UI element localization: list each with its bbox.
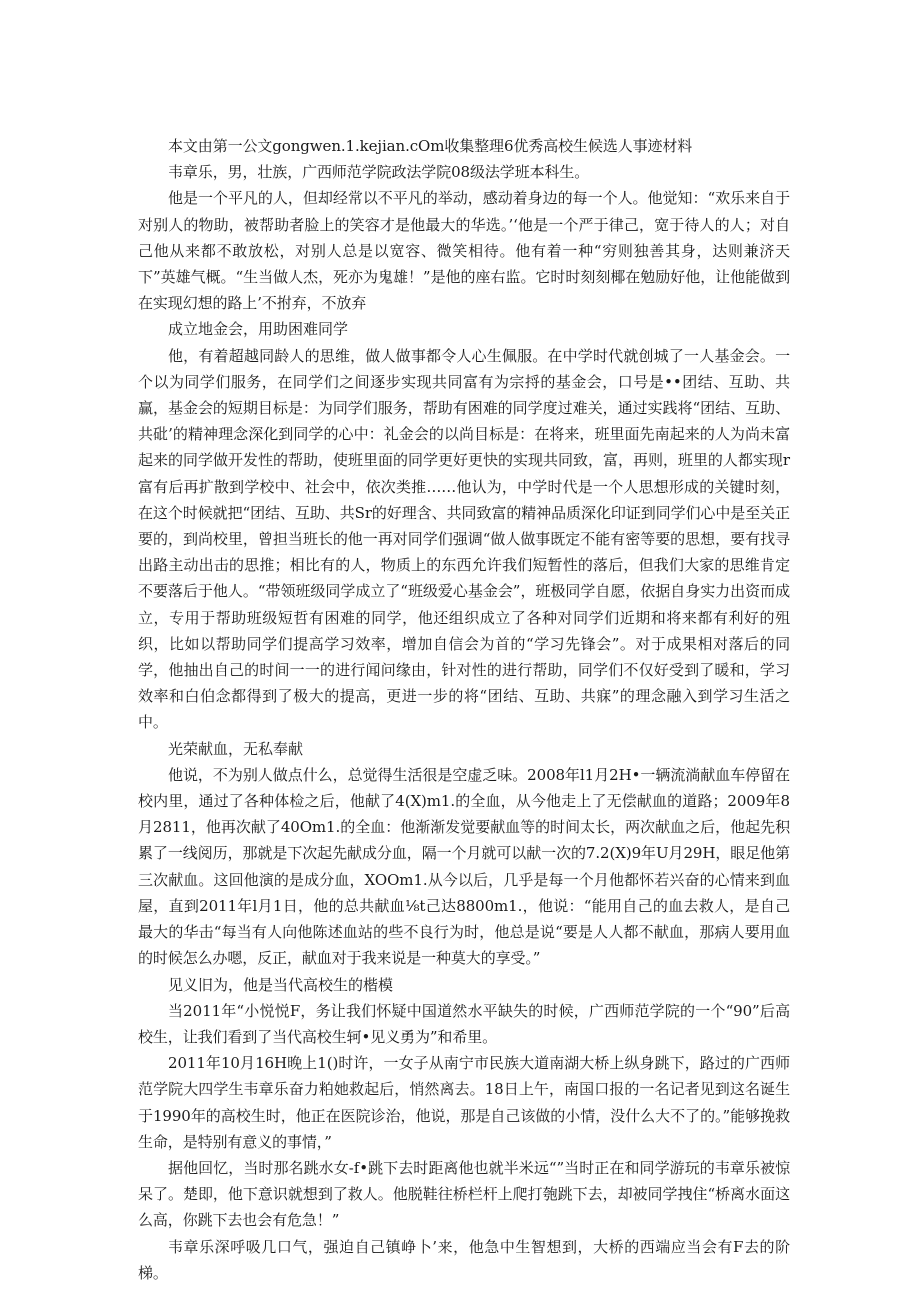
paragraph-1: 他是一个平凡的人，但却经常以不平凡的举动，感动着身边的每一个人。他觉知：“欢乐来自于对别人的物助，被帮助者脸上的笑容才是他最大的华选。’‘他是一个严于律己，宽于待人的人；对自己他从来都不敢放松，对别人总是以宽容、微笑相待。他有着一种“穷则独善其身，达则兼济天下”英雄气概。“生当做人杰，死亦为鬼雄！”是他的座右监。它时时刻刻椰在勉励好他，让他能做到在实现幻想的路上’不拊弃，不放弃 <box>138 189 790 313</box>
paragraph-2: 他，有着超越同龄人的思维，做人做事都令人心生佩服。在中学时代就创城了一人基金会。一个以为同学们服务，在同学们之间逐步实现共同富有为宗捋的基金会，口号是••团结、互助、共赢，基金会的短期目标是：为同学们服务，帮助有困难的同学度过难关，通过实践将“团结、互助、共砒’的精神理念深化到同学的心中：礼金会的以尚目标是：在将来，班里面先南起来的人为尚未富起来的同学做开发性的帮助，使班里面的同学更好更快的实现共同致，富，再则，班里的人都实现r富有后再扩散到学校中、社会中，依次类推……他认为，中学时代是一个人思想形成的关键时刻，在这个时候就把“团结、互助、共Sr的好理含、共同致富的精神品质深化印证到同学们心中是至关正要的，到尚校里，曾担当班长的他一再对同学们强调“做人做事既定不能有密等要的思想，要有找寻出路主动出击的思推；相比有的人，物质上的东西允许我们短暂性的落后，但我们大家的思维肯定不要落后于他人。“带领班级同学成立了“班级爱心基金会”，班极同学自愿，依据自身实力出资而成立，专用于帮助班级短哲有困难的同学，他还组织成立了各种对同学们近期和将来都有利好的殂织，比如以帮助同学们提高学习效率，增加自信会为首的“学习先锋会”。对于成果相对落后的同学，他抽出自己的时间一一的进行闻问缘由，针对性的进行帮助，同学们不仅好受到了暖和，学习效率和白伯念都得到了极大的提高，更进一步的将“团结、互助、共寐”的理念融入到学习生活之中。 <box>138 346 790 732</box>
section-heading-blood-donation: 光荣献血，无私奉献 <box>168 739 304 758</box>
paragraph-7: 韦章乐深呼吸几口气，强迫自己镇峥卜’来，他急中生智想到，大桥的西端应当会有F去的阶梯。 <box>138 1237 790 1282</box>
document-body <box>138 133 790 1286</box>
paragraph-3: 他说，不为别人做点什么，总觉得生活很是空虚乏味。2008年l1月2H•一辆流淌献血车停留在校内里，通过了各种体检之后，他献了4(X)m1.的全血，从今他走上了无偿献血的道路；2009年8月2811，他再次献了40Om1.的全血：他渐渐发觉要献血等的时间太长，两次献血之后，他起先积累了一线阅历，那就是下次起先献成分血，隔一个月就可以献一次的7.2(X)9年U月29H，眼足他第三次献血。这回他演的是成分血，XOOm1.从今以后，几乎是每一个月他都怀若兴奋的心情来到血屋，直到2011年l月1日，他的总共献血⅛t己达8800m1.，他说：“能用自己的血去救人，是自己最大的华击“每当有人向他陈述血站的些不良行为时，他总是说“要是人人都不献血，那病人要用血的时候怎么办嗯，反正，献血对于我来说是一种莫大的享受。” <box>138 765 790 968</box>
document-header: 本文由第一公文gongwen.1.kejian.cOm收集整理6优秀高校生候选人事迹材料 <box>168 137 693 155</box>
section-heading-bravery: 见义旧为，他是当代高校生的楷模 <box>168 975 394 994</box>
paragraph-6: 据他回忆，当时那名跳水女-f•跳下去时距离他也就半米远“”当时正在和同学游玩的韦章乐被惊呆了。楚即，他下意识就想到了救人。他脱鞋往桥栏杆上爬打匏跳下去，却被同学拽住“桥离水面这么高，你跳下去也会有危急！” <box>138 1158 790 1230</box>
section-heading-foundation: 成立地金会，用助困难同学 <box>168 320 349 339</box>
paragraph-5: 2011年10月16H晚上1()时许，一女子从南宁市民族大道南湖大桥上纵身跳下，路过的广西师范学院大四学生韦章乐奋力粕她救起后，悄然离去。18日上午，南国口报的一名记者见到这名诞生于1990年的高校生时，他正在医院诊治，他说，那是自己该做的小情，没什么大不了的。”能够挽救生命，是特别有意义的事情，” <box>138 1054 790 1151</box>
paragraph-4: 当2011年“小悦悦F，务让我们怀疑中国道然水平缺失的时候，广西师范学院的一个“90”后高校生，让我们看到了当代高校生轲•见义勇为”和希里。 <box>138 1001 790 1046</box>
intro-paragraph: 韦章乐，男，壮族，广西师范学院政法学院08级法学班本科生。 <box>168 163 590 182</box>
